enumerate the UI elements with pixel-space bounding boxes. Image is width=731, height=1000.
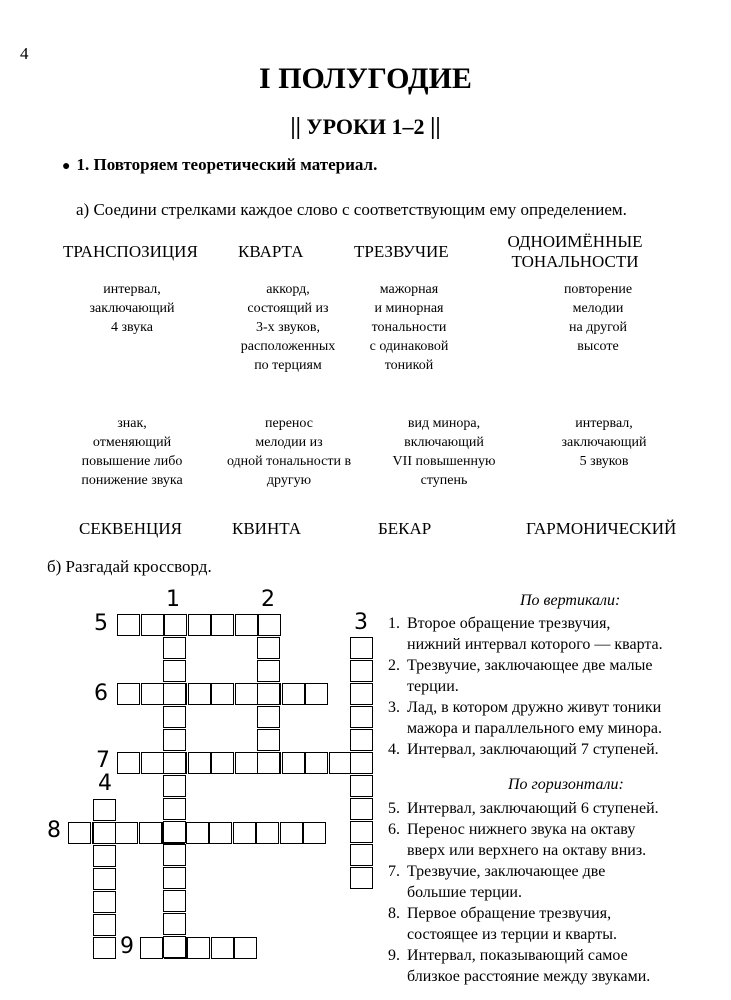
crossword-number-7: 7: [96, 748, 110, 773]
task-1-text: 1. Повторяем теоретический материал.: [76, 155, 378, 174]
crossword-cell-row-8[interactable]: [303, 822, 326, 844]
clue-line: большие терции.: [407, 884, 522, 901]
clue-number: 3.: [388, 699, 400, 716]
horizontal-heading: По горизонтали:: [508, 776, 624, 793]
crossword-cell-col-1[interactable]: [163, 637, 186, 659]
crossword-cell-col-3[interactable]: [350, 844, 373, 866]
crossword-cell-row-6[interactable]: [141, 683, 164, 705]
crossword-cell-row-9[interactable]: [234, 937, 257, 959]
crossword-cell-col-1[interactable]: [163, 867, 186, 889]
crossword-cell-col-4[interactable]: [93, 799, 116, 821]
crossword-cell-col-1[interactable]: [163, 798, 186, 820]
crossword-number-1: 1: [166, 587, 180, 612]
crossword-cell-col-3[interactable]: [350, 798, 373, 820]
def-line: на другой: [568, 320, 628, 335]
clue-vertical-2: [388, 655, 718, 697]
crossword-cell-col-3[interactable]: [350, 867, 373, 889]
crossword-cell-row-6[interactable]: [211, 683, 234, 705]
crossword-number-6: 6: [94, 681, 108, 706]
def-line: VII повышенную: [392, 454, 496, 469]
term-natural-sign: БЕКАР: [378, 519, 432, 538]
def-line: 5 звуков: [579, 454, 629, 469]
crossword-cell-row-5[interactable]: [235, 614, 258, 636]
def-line: тоникой: [384, 358, 434, 373]
crossword-cell-col-3[interactable]: [350, 775, 373, 797]
crossword-number-2: 2: [261, 587, 275, 612]
clue-number: 8.: [388, 905, 400, 922]
crossword-cell-col-4[interactable]: [93, 891, 116, 913]
crossword-cell-row-6[interactable]: [188, 683, 211, 705]
clue-number: 1.: [388, 615, 400, 632]
crossword-cell-col-2[interactable]: [257, 706, 280, 728]
def-line: включающий: [404, 435, 484, 450]
def-line: мелодии из: [255, 435, 323, 450]
clue-line: терции.: [407, 678, 459, 695]
crossword-cell-col-3[interactable]: [350, 821, 373, 843]
vertical-clues: [388, 613, 718, 760]
crossword-cell-row-8[interactable]: [68, 822, 91, 844]
crossword-cell-col-1[interactable]: [163, 660, 186, 682]
crossword-cell-row-6[interactable]: [117, 683, 140, 705]
def-line: заключающий: [89, 301, 175, 316]
crossword-cell-row-5[interactable]: [211, 614, 234, 636]
bullet-icon: ●: [62, 159, 71, 174]
crossword-cell-row-8[interactable]: [209, 822, 232, 844]
clue-number: 7.: [388, 863, 400, 880]
def-line: заключающий: [561, 435, 647, 450]
def-line: 3-х звуков,: [255, 320, 321, 335]
clue-vertical-4: [388, 739, 718, 760]
crossword-cell-row-9[interactable]: [211, 937, 234, 959]
clue-number: 2.: [388, 657, 400, 674]
term-parallel-keys-line2: ТОНАЛЬНОСТИ: [511, 252, 639, 271]
crossword-cell-col-1[interactable]: [163, 821, 186, 843]
crossword-cell-col-4[interactable]: [93, 868, 116, 890]
crossword-cell-col-3[interactable]: [350, 729, 373, 751]
crossword-cell-row-5[interactable]: [164, 614, 187, 636]
crossword-cell-row-5[interactable]: [141, 614, 164, 636]
crossword-cell-col-3[interactable]: [350, 752, 373, 774]
crossword-cell-row-7[interactable]: [329, 752, 352, 774]
crossword-cell-row-9[interactable]: [187, 937, 210, 959]
def-line: ступень: [420, 473, 468, 488]
crossword-number-8: 8: [47, 818, 61, 843]
def-line: мажорная: [379, 282, 439, 297]
crossword-cell-row-8[interactable]: [256, 822, 279, 844]
crossword-cell-col-1[interactable]: [163, 729, 186, 751]
clue-line: Второе обращение трезвучия,: [407, 615, 611, 632]
def-line: вид минора,: [407, 416, 481, 431]
crossword-cell-col-2[interactable]: [257, 729, 280, 751]
def-line: одной тональности в: [226, 454, 352, 469]
crossword-cell-col-3[interactable]: [350, 706, 373, 728]
clue-line: Перенос нижнего звука на октаву: [407, 821, 636, 838]
clue-horizontal-7: [388, 861, 718, 903]
crossword-cell-row-7[interactable]: [117, 752, 140, 774]
crossword-cell-row-5[interactable]: [188, 614, 211, 636]
clue-line: Трезвучие, заключающее две: [407, 863, 606, 880]
def-line: знак,: [117, 416, 147, 431]
page-number: 4: [20, 44, 29, 63]
crossword-cell-col-2[interactable]: [257, 660, 280, 682]
task-b-instruction: б) Разгадай кроссворд.: [47, 557, 212, 576]
crossword-cell-col-1[interactable]: [163, 936, 186, 958]
crossword-cell-row-7[interactable]: [282, 752, 305, 774]
clue-horizontal-8: [388, 903, 718, 945]
clue-vertical-3: [388, 697, 718, 739]
def-line: повторение: [563, 282, 633, 297]
def-line: понижение звука: [81, 473, 183, 488]
crossword-cell-row-5[interactable]: [258, 614, 281, 636]
clue-line: Интервал, показывающий самое: [407, 947, 628, 964]
crossword-cell-col-3[interactable]: [350, 683, 373, 705]
def-line: тональности: [371, 320, 447, 335]
crossword-cell-row-6[interactable]: [282, 683, 305, 705]
crossword-cell-row-7[interactable]: [305, 752, 328, 774]
def-line: аккорд,: [266, 282, 310, 297]
crossword-cell-row-6[interactable]: [235, 683, 258, 705]
crossword-number-3: 3: [354, 610, 368, 635]
crossword-cell-row-9[interactable]: [140, 937, 163, 959]
term-transposition: ТРАНСПОЗИЦИЯ: [63, 242, 198, 261]
def-line: с одинаковой: [369, 339, 449, 354]
term-triad: ТРЕЗВУЧИЕ: [354, 242, 449, 261]
crossword-cell-row-6[interactable]: [305, 683, 328, 705]
def-line: состоящий из: [247, 301, 329, 316]
clue-line: состоящее из терции и кварты.: [407, 926, 617, 943]
clue-line: близкое расстояние между звуками.: [407, 968, 651, 985]
clue-line: Лад, в котором дружно живут тоники: [407, 699, 662, 716]
term-parallel-keys-line1: ОДНОИМЁННЫЕ: [507, 232, 643, 251]
term-sequence: СЕКВЕНЦИЯ: [79, 519, 182, 538]
crossword-cell-col-2[interactable]: [257, 752, 280, 774]
crossword-number-5: 5: [94, 611, 108, 636]
horizontal-clues: [388, 798, 718, 987]
crossword-cell-col-2[interactable]: [257, 637, 280, 659]
def-line: мелодии: [572, 301, 624, 316]
crossword-cell-col-4[interactable]: [93, 937, 116, 959]
crossword-cell-row-8[interactable]: [186, 822, 209, 844]
term-harmonic: ГАРМОНИЧЕСКИЙ: [526, 519, 677, 538]
term-fourth: КВАРТА: [238, 242, 304, 261]
crossword-cell-col-3[interactable]: [350, 660, 373, 682]
crossword-cell-col-1[interactable]: [163, 752, 186, 774]
vertical-heading: По вертикали:: [520, 592, 621, 609]
clue-line: нижний интервал которого — кварта.: [407, 636, 663, 653]
lessons-text: УРОКИ 1–2: [306, 114, 425, 139]
crossword-cell-col-4[interactable]: [93, 822, 116, 844]
clue-line: вверх или верхнего на октаву вниз.: [407, 842, 647, 859]
def-line: повышение либо: [81, 454, 183, 469]
def-line: интервал,: [103, 282, 161, 297]
crossword-cell-col-1[interactable]: [163, 844, 186, 866]
crossword-cell-col-1[interactable]: [163, 775, 186, 797]
clue-line: мажора и параллельного ему минора.: [407, 720, 662, 737]
clue-horizontal-5: [388, 798, 718, 819]
crossword-cell-col-1[interactable]: [163, 706, 186, 728]
clue-number: 9.: [388, 947, 400, 964]
def-line: по терциям: [254, 358, 322, 373]
clue-number: 4.: [388, 741, 400, 758]
bar-right: ||: [430, 114, 441, 140]
crossword-cell-col-4[interactable]: [93, 914, 116, 936]
crossword-number-4: 4: [98, 771, 112, 796]
clue-line: Интервал, заключающий 6 ступеней.: [407, 800, 659, 817]
def-line: высоте: [577, 339, 619, 354]
crossword-cell-row-7[interactable]: [211, 752, 234, 774]
clue-line: Первое обращение трезвучия,: [407, 905, 612, 922]
def-line: интервал,: [575, 416, 633, 431]
crossword-cell-row-8[interactable]: [139, 822, 162, 844]
clue-number: 6.: [388, 821, 400, 838]
term-fifth: КВИНТА: [232, 519, 302, 538]
def-line: и минорная: [374, 301, 444, 316]
crossword-cell-col-1[interactable]: [163, 683, 186, 705]
crossword-cell-row-8[interactable]: [115, 822, 138, 844]
clue-line: Интервал, заключающий 7 ступеней.: [407, 741, 659, 758]
crossword-number-9: 9: [120, 934, 134, 959]
clue-horizontal-9: [388, 945, 718, 987]
crossword-cell-row-7[interactable]: [188, 752, 211, 774]
crossword-cell-row-7[interactable]: [235, 752, 258, 774]
crossword-cell-col-1[interactable]: [163, 890, 186, 912]
clue-horizontal-6: [388, 819, 718, 861]
task-a-instruction: а) Соедини стрелками каждое слово с соответствующим ему определением.: [76, 200, 627, 219]
clue-vertical-1: [388, 613, 718, 655]
crossword-cell-col-2[interactable]: [257, 683, 280, 705]
clue-line: Трезвучие, заключающее две малые: [407, 657, 653, 674]
def-line: другую: [266, 473, 312, 488]
clue-number: 5.: [388, 800, 400, 817]
crossword-cell-row-7[interactable]: [141, 752, 164, 774]
crossword-cell-row-5[interactable]: [117, 614, 140, 636]
def-line: 4 звука: [111, 320, 153, 335]
def-line: перенос: [265, 416, 313, 431]
crossword-cell-col-1[interactable]: [163, 913, 186, 935]
def-line: отменяющий: [92, 435, 172, 450]
page-title: I ПОЛУГОДИЕ: [259, 62, 472, 95]
def-line: расположенных: [240, 339, 336, 354]
bar-left: ||: [290, 114, 301, 140]
crossword-cell-col-4[interactable]: [93, 845, 116, 867]
crossword-cell-row-8[interactable]: [280, 822, 303, 844]
crossword-cell-col-3[interactable]: [350, 637, 373, 659]
crossword-cell-row-8[interactable]: [233, 822, 256, 844]
